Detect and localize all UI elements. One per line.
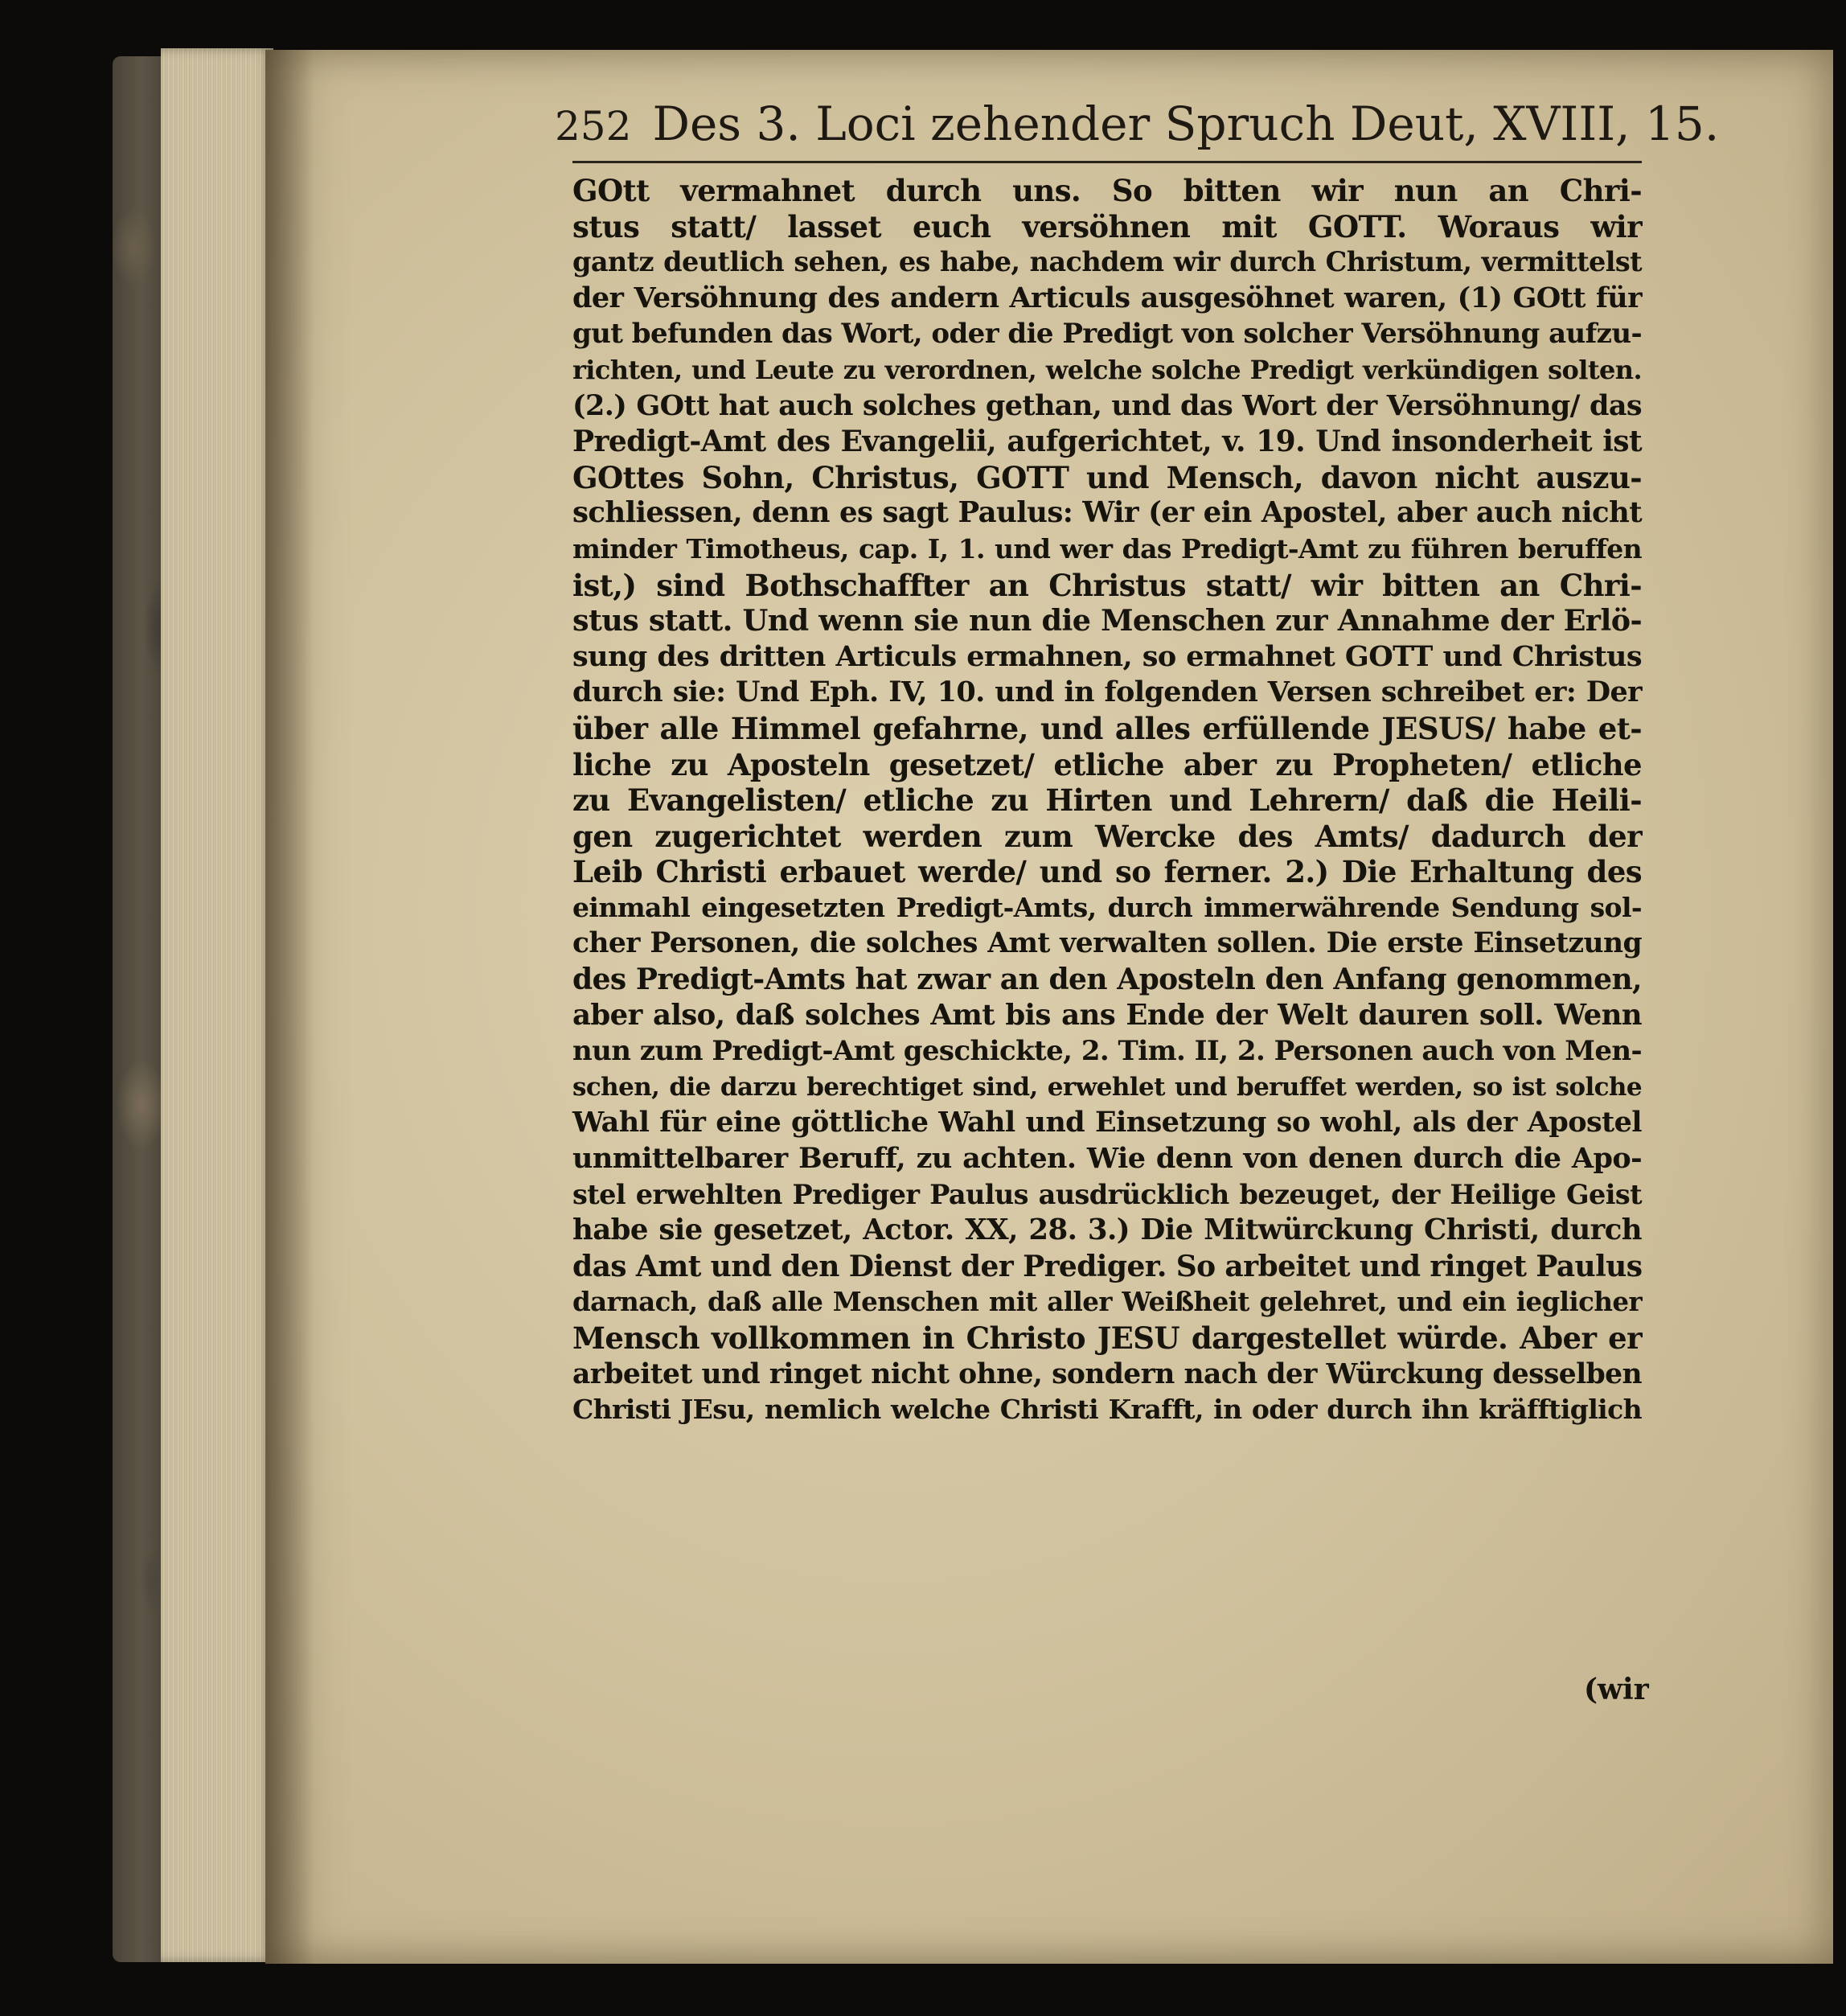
- text-line: GOtt vermahnet durch uns. So bitten wir nun an Chri-: [572, 173, 1642, 208]
- text-line: schen, die darzu berechtiget sind, erwehlet und beruffet werden, so ist solche: [572, 1072, 1642, 1102]
- text-line: Predigt-Amt des Evangelii, aufgerichtet, v. 19. Und insonderheit ist: [572, 425, 1642, 459]
- text-line: gen zugerichtet werden zum Wercke des Amts/ dadurch der: [572, 818, 1642, 854]
- text-line: minder Timotheus, cap. I, 1. und wer das Predigt-Amt zu führen beruffen: [572, 532, 1642, 565]
- text-line: unmittelbarer Beruff, zu achten. Wie denn von denen durch die Apo-: [572, 1142, 1642, 1176]
- running-header: [555, 96, 1720, 153]
- text-line: Christi JEsu, nemlich welche Christi Krafft, in oder durch ihn kräfftiglich: [572, 1394, 1642, 1426]
- text-line: gut befunden das Wort, oder die Predigt von solcher Versöhnung aufzu-: [572, 318, 1642, 351]
- text-line: über alle Himmel gefahrne, und alles erfüllende JESUS/ habe et-: [572, 710, 1642, 746]
- running-title: Des 3. Loci zehender Spruch Deut, XVIII, 15.: [652, 96, 1720, 151]
- text-line: einmahl eingesetzten Predigt-Amts, durch immerwährende Sendung sol-: [572, 891, 1642, 923]
- text-line: Mensch vollkommen in Christo JESU dargestellet würde. Aber er: [572, 1320, 1642, 1356]
- text-line: cher Personen, die solches Amt verwalten sollen. Die erste Einsetzung: [572, 927, 1642, 960]
- text-line: (2.) GOtt hat auch solches gethan, und das Wort der Versöhnung/ das: [572, 388, 1642, 422]
- text-line: Wahl für eine göttliche Wahl und Einsetzung so wohl, als der Apostel: [572, 1106, 1642, 1139]
- text-line: habe sie gesetzet, Actor. XX, 28. 3.) Die Mitwürckung Christi, durch: [572, 1213, 1642, 1247]
- text-line: stus statt. Und wenn sie nun die Menschen zur Annahme der Erlö-: [572, 603, 1642, 638]
- text-line: Leib Christi erbauet werde/ und so ferner. 2.) Die Erhaltung des: [572, 854, 1642, 890]
- text-line: schliessen, denn es sagt Paulus: Wir (er ein Apostel, aber auch nicht: [572, 496, 1642, 530]
- text-line: nun zum Predigt-Amt geschickte, 2. Tim. II, 2. Personen auch von Men-: [572, 1035, 1642, 1068]
- page-block-edges: [161, 48, 273, 1962]
- text-line: sung des dritten Articuls ermahnen, so ermahnet GOTT und Christus: [572, 639, 1642, 673]
- header-rule: [572, 161, 1642, 163]
- text-line: ist,) sind Bothschaffter an Christus statt/ wir bitten an Chri-: [572, 567, 1642, 603]
- text-line: liche zu Aposteln gesetzet/ etliche aber zu Propheten/ etliche: [572, 746, 1642, 782]
- text-line: stus statt/ lasset euch versöhnen mit GOTT. Woraus wir: [572, 208, 1642, 244]
- page-number: 252: [555, 103, 632, 150]
- body-text: [572, 173, 1642, 1428]
- text-line: darnach, daß alle Menschen mit aller Weißheit gelehret, und ein ieglicher: [572, 1286, 1642, 1318]
- text-line: des Predigt-Amts hat zwar an den Aposteln den Anfang genommen,: [572, 963, 1642, 997]
- text-line: richten, und Leute zu verordnen, welche solche Predigt verkündigen solten.: [572, 354, 1642, 385]
- catchword: (wir: [1584, 1673, 1649, 1706]
- gutter-shadow: [265, 50, 314, 1964]
- text-line: stel erwehlten Prediger Paulus ausdrücklich bezeuget, der Heilige Geist: [572, 1178, 1642, 1210]
- text-line: arbeitet und ringet nicht ohne, sondern nach der Würckung desselben: [572, 1357, 1642, 1390]
- text-line: gantz deutlich sehen, es habe, nachdem wir durch Christum, vermittelst: [572, 246, 1642, 278]
- text-line: der Versöhnung des andern Articuls ausgesöhnet waren, (1) GOtt für: [572, 281, 1642, 314]
- text-line: zu Evangelisten/ etliche zu Hirten und Lehrern/ daß die Heili-: [572, 782, 1642, 819]
- text-line: GOttes Sohn, Christus, GOTT und Mensch, davon nicht auszu-: [572, 459, 1642, 495]
- text-line: aber also, daß solches Amt bis ans Ende der Welt dauren soll. Wenn: [572, 998, 1642, 1032]
- text-line: das Amt und den Dienst der Prediger. So arbeitet und ringet Paulus: [572, 1249, 1643, 1283]
- text-line: durch sie: Und Eph. IV, 10. und in folgenden Versen schreibet er: Der: [572, 675, 1642, 709]
